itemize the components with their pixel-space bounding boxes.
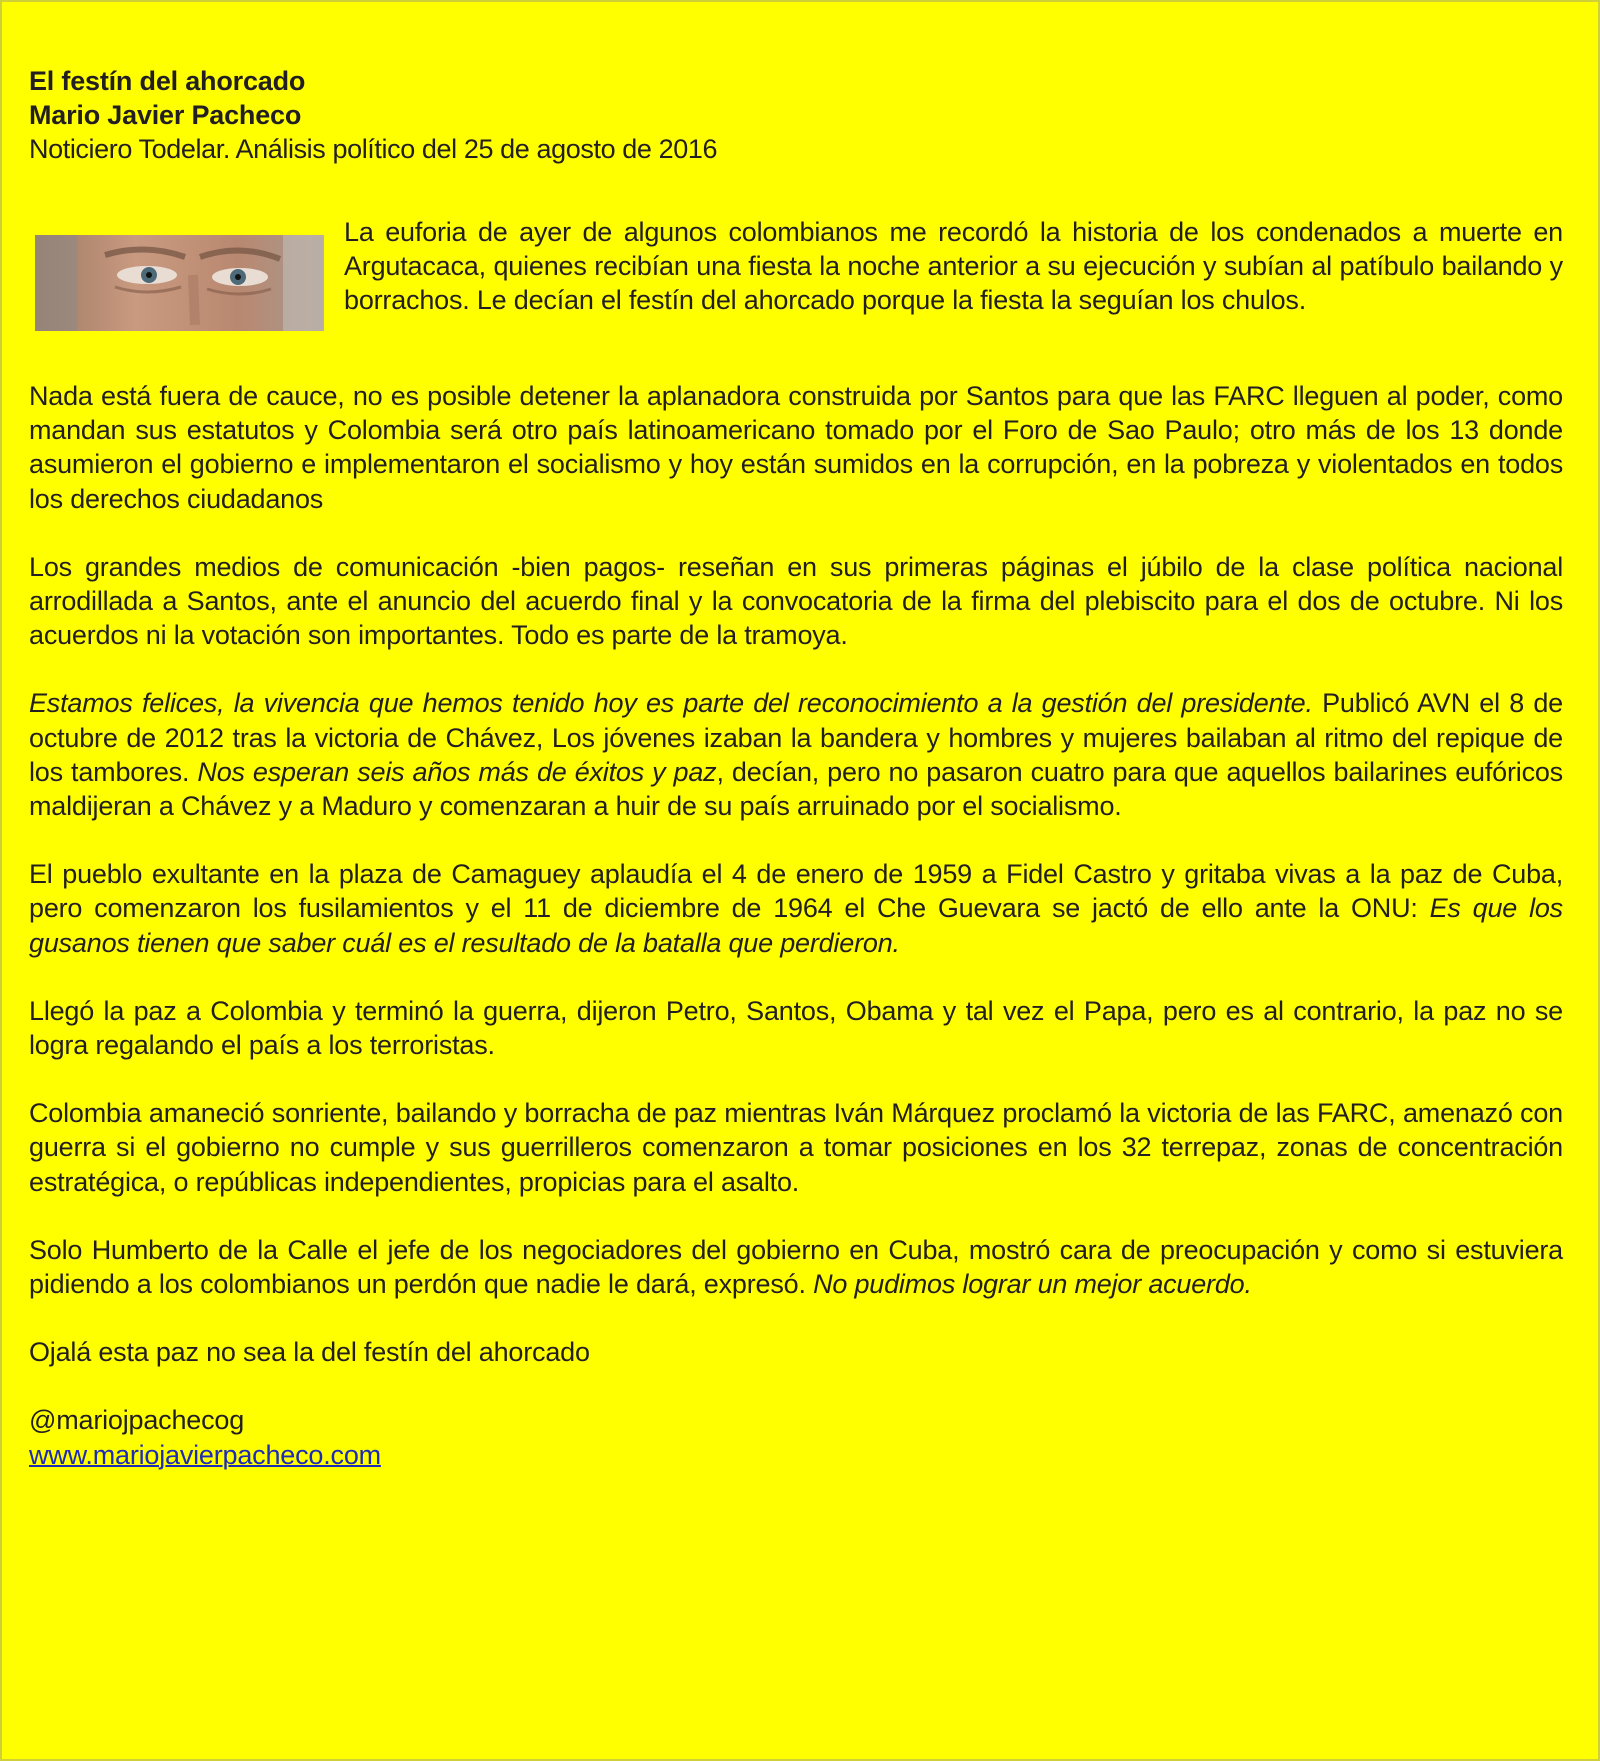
paragraph-2: Nada está fuera de cauce, no es posible detener la aplanadora construida por Santos para que las FARC lleguen al poder, como mandan sus estatutos y Colombia será otro país latinoamericano tomado por el Foro de Sao Paulo; otro más de los 13 donde asumieron el gobierno e implementaron el socialismo y hoy están sumidos en la corrupción, en la pobreza y violentados en todos los derechos ciudadanos xyxy=(29,381,1563,514)
paragraph-5-text-1: El pueblo exultante en la plaza de Camaguey aplaudía el 4 de enero de 1959 a Fidel Castro y gritaba vivas a la paz de Cuba, pero comenzaron los fusilamientos y el 11 de diciembre de 1964 el Che Guevara se jactó de ello ante la ONU: xyxy=(29,859,1563,924)
paragraph-3: Los grandes medios de comunicación -bien pagos- reseñan en sus primeras páginas el júbilo de la clase política nacional arrodillada a Santos, ante el anuncio del acuerdo final y la convocatoria de la firma del plebiscito para el dos de octubre. Ni los acuerdos ni la votación son importantes. Todo es parte de la tramoya. xyxy=(29,551,1563,651)
intro-paragraph xyxy=(344,215,1563,318)
article-source: Noticiero Todelar. Análisis político del 25 de agosto de 2016 xyxy=(29,134,718,164)
intro-section xyxy=(29,215,1563,345)
paragraph-8-text-1: Solo Humberto de la Calle el jefe de los negociadores del gobierno en Cuba, mostró cara de preocupación y como si estuviera pidiendo a los colombianos un perdón que nadie le dará, expresó. xyxy=(29,1234,1563,1300)
paragraph-7: Colombia amaneció sonriente, bailando y borracha de paz mientras Iván Márquez proclamó la victoria de las FARC, amenazó con guerra si el gobierno no cumple y sus guerrilleros comenzaron a tomar posiciones en los 32 terrepaz, zonas de concentración estratégica, o repúblicas independientes, propicias para el asalto. xyxy=(29,1098,1563,1197)
author-portrait-photo xyxy=(35,235,324,331)
paragraph-1: La euforia de ayer de algunos colombianos me recordó la historia de los condenados a muerte en Argutacaca, quienes recibían una fiesta la noche anterior a su ejecución y subían al patíbulo bailando y borrachos. Le decían el festín del ahorcado porque la fiesta la seguían los chulos. xyxy=(344,217,1563,316)
paragraph-8 xyxy=(29,1233,1563,1301)
article-title: El festín del ahorcado xyxy=(29,66,306,96)
paragraph-9: Ojalá esta paz no sea la del festín del ahorcado xyxy=(29,1337,590,1368)
paragraph-5 xyxy=(29,857,1563,960)
paragraph-4-text-2: , decían, pero no pasaron cuatro para que aquellos bailarines eufóricos maldijeran a Chávez y a Maduro y comenzaran a huir de su país arruinado por el socialismo. xyxy=(29,756,1563,822)
article-content xyxy=(29,64,1563,1472)
website-link[interactable]: www.mariojavierpacheco.com xyxy=(29,1439,381,1470)
quote-che-guevara: Es que los gusanos tienen que saber cuál es el resultado de la batalla que perdieron. xyxy=(29,893,1563,958)
paragraph-6: Llegó la paz a Colombia y terminó la guerra, dijeron Petro, Santos, Obama y tal vez el Papa, pero es al contrario, la paz no se logra regalando el país a los terroristas. xyxy=(29,995,1563,1061)
paragraph-4 xyxy=(29,686,1563,823)
quote-chavez-celebration: Estamos felices, la vivencia que hemos tenido hoy es parte del reconocimiento a la gestión del presidente. xyxy=(29,688,1313,719)
quote-de-la-calle: No pudimos lograr un mejor acuerdo. xyxy=(813,1269,1252,1300)
twitter-handle: @mariojpachecog xyxy=(29,1405,245,1436)
article-author: Mario Javier Pacheco xyxy=(29,100,302,130)
author-contact xyxy=(29,1403,1563,1471)
paragraph-4-text-1: Publicó AVN el 8 de octubre de 2012 tras la victoria de Chávez, Los jóvenes izaban la bandera y hombres y mujeres bailaban al ritmo del repique de los tambores. xyxy=(29,688,1564,787)
quote-six-years: Nos esperan seis años más de éxitos y paz xyxy=(197,756,717,787)
